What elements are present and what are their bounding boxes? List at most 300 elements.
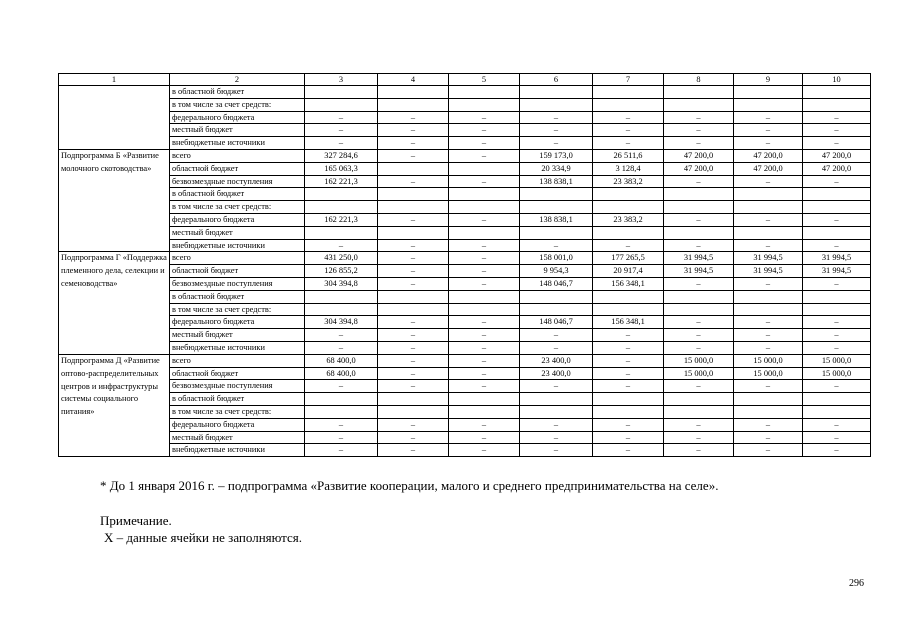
value-cell: –	[803, 277, 871, 290]
value-cell: 47 200,0	[664, 149, 734, 162]
value-cell	[305, 98, 378, 111]
value-cell: –	[593, 431, 664, 444]
source-label-cell: областной бюджет	[170, 162, 305, 175]
source-label-cell: безвозмездные поступления	[170, 277, 305, 290]
value-cell: –	[734, 418, 803, 431]
value-cell	[449, 405, 520, 418]
source-label-cell: всего	[170, 149, 305, 162]
value-cell: 177 265,5	[593, 252, 664, 265]
table-row	[59, 354, 871, 367]
value-cell: –	[734, 239, 803, 252]
value-cell: –	[803, 380, 871, 393]
value-cell	[378, 201, 449, 214]
header-cell: 9	[734, 74, 803, 86]
value-cell	[378, 188, 449, 201]
value-cell	[378, 405, 449, 418]
table-row	[59, 431, 871, 444]
value-cell: 156 348,1	[593, 277, 664, 290]
value-cell: 31 994,5	[664, 265, 734, 278]
value-cell: –	[593, 354, 664, 367]
value-cell	[803, 226, 871, 239]
table-row	[59, 149, 871, 162]
value-cell: –	[803, 418, 871, 431]
value-cell: –	[803, 444, 871, 457]
source-label-cell: местный бюджет	[170, 329, 305, 342]
table-row	[59, 188, 871, 201]
value-cell: 148 046,7	[520, 277, 593, 290]
table-row	[59, 277, 871, 290]
value-cell: 15 000,0	[803, 367, 871, 380]
page-number: 296	[849, 578, 864, 589]
value-cell	[593, 290, 664, 303]
value-cell	[734, 188, 803, 201]
value-cell	[378, 393, 449, 406]
value-cell	[378, 303, 449, 316]
value-cell: –	[305, 111, 378, 124]
value-cell: 162 221,3	[305, 213, 378, 226]
source-label-cell: в том числе за счет средств:	[170, 98, 305, 111]
value-cell	[593, 201, 664, 214]
value-cell: –	[734, 431, 803, 444]
program-cell: Подпрограмма Г «Поддержка племенного дела, селекции и семеноводства»	[59, 252, 170, 354]
value-cell	[593, 393, 664, 406]
value-cell: –	[664, 124, 734, 137]
value-cell: 15 000,0	[803, 354, 871, 367]
source-label-cell: безвозмездные поступления	[170, 175, 305, 188]
table-row	[59, 380, 871, 393]
table-row	[59, 290, 871, 303]
table-row	[59, 316, 871, 329]
value-cell: –	[593, 380, 664, 393]
value-cell	[449, 226, 520, 239]
value-cell	[449, 393, 520, 406]
value-cell	[520, 98, 593, 111]
value-cell: –	[803, 213, 871, 226]
value-cell: 162 221,3	[305, 175, 378, 188]
value-cell	[378, 98, 449, 111]
value-cell: 158 001,0	[520, 252, 593, 265]
source-label-cell: федерального бюджета	[170, 111, 305, 124]
value-cell	[593, 405, 664, 418]
program-cell: Подпрограмма Д «Развитие оптово-распределительных центров и инфраструктуры системы социального питания»	[59, 354, 170, 456]
value-cell: –	[449, 213, 520, 226]
value-cell: –	[803, 329, 871, 342]
value-cell: –	[520, 380, 593, 393]
value-cell	[664, 201, 734, 214]
table-row	[59, 213, 871, 226]
value-cell: –	[734, 277, 803, 290]
value-cell: –	[378, 111, 449, 124]
value-cell	[449, 303, 520, 316]
value-cell	[664, 405, 734, 418]
value-cell: –	[449, 380, 520, 393]
value-cell: –	[449, 316, 520, 329]
value-cell: 15 000,0	[664, 354, 734, 367]
value-cell: 156 348,1	[593, 316, 664, 329]
value-cell: 15 000,0	[734, 367, 803, 380]
value-cell: 159 173,0	[520, 149, 593, 162]
table-row	[59, 405, 871, 418]
header-row	[59, 74, 871, 86]
value-cell: –	[449, 367, 520, 380]
value-cell: –	[803, 431, 871, 444]
value-cell: –	[520, 431, 593, 444]
table-row	[59, 98, 871, 111]
table-row	[59, 252, 871, 265]
table-row	[59, 341, 871, 354]
value-cell	[305, 188, 378, 201]
value-cell: –	[305, 380, 378, 393]
value-cell: –	[734, 341, 803, 354]
source-label-cell: областной бюджет	[170, 367, 305, 380]
value-cell: –	[378, 341, 449, 354]
value-cell: –	[520, 418, 593, 431]
value-cell	[378, 162, 449, 175]
table-row	[59, 226, 871, 239]
value-cell: 138 838,1	[520, 175, 593, 188]
value-cell: –	[803, 111, 871, 124]
table-row	[59, 137, 871, 150]
value-cell: 138 838,1	[520, 213, 593, 226]
value-cell	[305, 86, 378, 99]
value-cell: –	[734, 329, 803, 342]
table-row	[59, 162, 871, 175]
source-label-cell: внебюджетные источники	[170, 239, 305, 252]
value-cell: –	[520, 111, 593, 124]
value-cell: –	[664, 329, 734, 342]
value-cell	[449, 290, 520, 303]
value-cell: –	[378, 137, 449, 150]
value-cell: –	[593, 341, 664, 354]
value-cell	[734, 303, 803, 316]
table-row	[59, 124, 871, 137]
value-cell	[449, 162, 520, 175]
source-label-cell: федерального бюджета	[170, 213, 305, 226]
value-cell	[664, 393, 734, 406]
value-cell: –	[378, 277, 449, 290]
value-cell: 31 994,5	[803, 252, 871, 265]
value-cell: –	[593, 329, 664, 342]
value-cell	[520, 405, 593, 418]
value-cell: –	[305, 431, 378, 444]
value-cell: –	[664, 418, 734, 431]
value-cell: –	[305, 341, 378, 354]
value-cell: –	[520, 444, 593, 457]
value-cell: –	[593, 124, 664, 137]
value-cell	[803, 86, 871, 99]
value-cell	[305, 226, 378, 239]
value-cell: –	[449, 277, 520, 290]
value-cell	[734, 393, 803, 406]
value-cell: 23 383,2	[593, 213, 664, 226]
value-cell: 126 855,2	[305, 265, 378, 278]
value-cell: –	[305, 124, 378, 137]
value-cell: –	[664, 316, 734, 329]
value-cell: –	[734, 124, 803, 137]
value-cell: –	[593, 137, 664, 150]
value-cell: –	[593, 239, 664, 252]
value-cell: –	[449, 354, 520, 367]
value-cell: 68 400,0	[305, 354, 378, 367]
value-cell: 165 063,3	[305, 162, 378, 175]
value-cell	[449, 201, 520, 214]
table-row	[59, 265, 871, 278]
value-cell: 20 917,4	[593, 265, 664, 278]
value-cell	[305, 303, 378, 316]
note-title: Примечание.	[100, 513, 172, 528]
value-cell	[378, 290, 449, 303]
source-label-cell: в том числе за счет средств:	[170, 405, 305, 418]
value-cell: –	[803, 341, 871, 354]
value-cell	[734, 290, 803, 303]
value-cell	[664, 290, 734, 303]
value-cell: 47 200,0	[734, 149, 803, 162]
value-cell	[305, 201, 378, 214]
value-cell	[520, 86, 593, 99]
value-cell	[378, 226, 449, 239]
source-label-cell: федерального бюджета	[170, 316, 305, 329]
value-cell: –	[664, 277, 734, 290]
table-row	[59, 393, 871, 406]
value-cell: –	[378, 124, 449, 137]
value-cell: –	[734, 380, 803, 393]
value-cell	[520, 226, 593, 239]
value-cell: 3 128,4	[593, 162, 664, 175]
value-cell: 47 200,0	[664, 162, 734, 175]
value-cell	[664, 226, 734, 239]
value-cell: –	[378, 149, 449, 162]
header-cell: 10	[803, 74, 871, 86]
value-cell: –	[664, 444, 734, 457]
value-cell: –	[664, 380, 734, 393]
footnote: * До 1 января 2016 г. – подпрограмма «Развитие кооперации, малого и среднего предпринимательства на селе».	[100, 478, 719, 493]
value-cell: –	[378, 418, 449, 431]
header-cell: 3	[305, 74, 378, 86]
value-cell: 304 394,8	[305, 277, 378, 290]
value-cell: –	[593, 444, 664, 457]
value-cell: –	[378, 329, 449, 342]
value-cell: –	[378, 367, 449, 380]
value-cell	[305, 405, 378, 418]
value-cell	[734, 201, 803, 214]
value-cell	[803, 405, 871, 418]
value-cell	[593, 226, 664, 239]
source-label-cell: областной бюджет	[170, 265, 305, 278]
value-cell	[520, 188, 593, 201]
value-cell	[593, 86, 664, 99]
value-cell: –	[449, 137, 520, 150]
value-cell: –	[593, 367, 664, 380]
value-cell	[803, 290, 871, 303]
value-cell: 23 400,0	[520, 354, 593, 367]
value-cell: –	[305, 239, 378, 252]
header-cell: 4	[378, 74, 449, 86]
value-cell: –	[378, 213, 449, 226]
source-label-cell: в том числе за счет средств:	[170, 201, 305, 214]
program-cell: Подпрограмма Б «Развитие молочного скотоводства»	[59, 149, 170, 251]
value-cell: –	[664, 111, 734, 124]
value-cell	[734, 98, 803, 111]
value-cell: 47 200,0	[803, 162, 871, 175]
source-label-cell: местный бюджет	[170, 124, 305, 137]
source-label-cell: безвозмездные поступления	[170, 380, 305, 393]
value-cell: –	[520, 137, 593, 150]
value-cell: 23 400,0	[520, 367, 593, 380]
header-cell: 6	[520, 74, 593, 86]
table-row	[59, 86, 871, 99]
value-cell: –	[378, 252, 449, 265]
value-cell: –	[449, 444, 520, 457]
value-cell: –	[378, 316, 449, 329]
value-cell: –	[520, 239, 593, 252]
table-row	[59, 444, 871, 457]
value-cell	[803, 201, 871, 214]
source-label-cell: в областной бюджет	[170, 86, 305, 99]
header-cell: 1	[59, 74, 170, 86]
value-cell: –	[803, 316, 871, 329]
value-cell	[593, 188, 664, 201]
value-cell: –	[520, 341, 593, 354]
source-label-cell: внебюджетные источники	[170, 137, 305, 150]
value-cell: –	[734, 175, 803, 188]
value-cell: 327 284,6	[305, 149, 378, 162]
source-label-cell: в том числе за счет средств:	[170, 303, 305, 316]
value-cell	[664, 86, 734, 99]
value-cell: 15 000,0	[734, 354, 803, 367]
value-cell	[593, 303, 664, 316]
value-cell: 31 994,5	[664, 252, 734, 265]
value-cell	[734, 86, 803, 99]
value-cell	[305, 290, 378, 303]
table-row	[59, 303, 871, 316]
value-cell: –	[734, 111, 803, 124]
value-cell: 148 046,7	[520, 316, 593, 329]
header-cell: 5	[449, 74, 520, 86]
value-cell: –	[378, 239, 449, 252]
value-cell: –	[378, 175, 449, 188]
value-cell: –	[734, 137, 803, 150]
value-cell: –	[449, 329, 520, 342]
value-cell: –	[378, 380, 449, 393]
value-cell	[593, 98, 664, 111]
value-cell: –	[305, 444, 378, 457]
value-cell: 31 994,5	[734, 252, 803, 265]
value-cell: 31 994,5	[803, 265, 871, 278]
value-cell	[520, 303, 593, 316]
value-cell: –	[305, 329, 378, 342]
value-cell: 68 400,0	[305, 367, 378, 380]
value-cell: –	[803, 175, 871, 188]
source-label-cell: в областной бюджет	[170, 188, 305, 201]
value-cell: –	[378, 354, 449, 367]
value-cell: 20 334,9	[520, 162, 593, 175]
value-cell: –	[449, 418, 520, 431]
source-label-cell: федерального бюджета	[170, 418, 305, 431]
value-cell: –	[449, 111, 520, 124]
value-cell	[734, 405, 803, 418]
value-cell: –	[520, 329, 593, 342]
value-cell	[449, 86, 520, 99]
source-label-cell: в областной бюджет	[170, 290, 305, 303]
value-cell: –	[803, 239, 871, 252]
table-row	[59, 111, 871, 124]
value-cell	[803, 393, 871, 406]
source-label-cell: местный бюджет	[170, 431, 305, 444]
value-cell: –	[449, 252, 520, 265]
source-label-cell: всего	[170, 354, 305, 367]
header-cell: 8	[664, 74, 734, 86]
source-label-cell: внебюджетные источники	[170, 341, 305, 354]
budget-table	[58, 73, 871, 457]
value-cell	[520, 290, 593, 303]
value-cell: –	[803, 137, 871, 150]
source-label-cell: всего	[170, 252, 305, 265]
value-cell: –	[305, 137, 378, 150]
value-cell	[449, 98, 520, 111]
value-cell: –	[734, 444, 803, 457]
value-cell: –	[449, 149, 520, 162]
value-cell: –	[305, 418, 378, 431]
value-cell: –	[449, 265, 520, 278]
value-cell	[449, 188, 520, 201]
value-cell: –	[449, 341, 520, 354]
value-cell: –	[378, 431, 449, 444]
value-cell: –	[378, 265, 449, 278]
value-cell	[664, 303, 734, 316]
value-cell: 47 200,0	[803, 149, 871, 162]
source-label-cell: в областной бюджет	[170, 393, 305, 406]
value-cell: –	[449, 431, 520, 444]
value-cell: –	[449, 239, 520, 252]
value-cell: 23 383,2	[593, 175, 664, 188]
table-row	[59, 175, 871, 188]
value-cell: 47 200,0	[734, 162, 803, 175]
value-cell: –	[664, 137, 734, 150]
value-cell	[803, 188, 871, 201]
value-cell: 31 994,5	[734, 265, 803, 278]
value-cell: –	[449, 175, 520, 188]
value-cell: –	[449, 124, 520, 137]
note-text: Х – данные ячейки не заполняются.	[104, 530, 303, 545]
value-cell: –	[664, 213, 734, 226]
value-cell	[520, 201, 593, 214]
value-cell: –	[734, 316, 803, 329]
value-cell	[803, 303, 871, 316]
value-cell: –	[378, 444, 449, 457]
value-cell: –	[803, 124, 871, 137]
value-cell	[734, 226, 803, 239]
value-cell: –	[520, 124, 593, 137]
value-cell: 304 394,8	[305, 316, 378, 329]
value-cell: –	[593, 111, 664, 124]
value-cell: 9 954,3	[520, 265, 593, 278]
table-row	[59, 418, 871, 431]
value-cell: –	[664, 431, 734, 444]
header-cell: 2	[170, 74, 305, 86]
value-cell	[803, 98, 871, 111]
value-cell: –	[664, 175, 734, 188]
header-cell: 7	[593, 74, 664, 86]
value-cell	[664, 188, 734, 201]
value-cell: –	[664, 341, 734, 354]
program-cell	[59, 86, 170, 150]
value-cell	[378, 86, 449, 99]
value-cell: –	[734, 213, 803, 226]
table-row	[59, 367, 871, 380]
table-row	[59, 329, 871, 342]
source-label-cell: местный бюджет	[170, 226, 305, 239]
value-cell: –	[593, 418, 664, 431]
